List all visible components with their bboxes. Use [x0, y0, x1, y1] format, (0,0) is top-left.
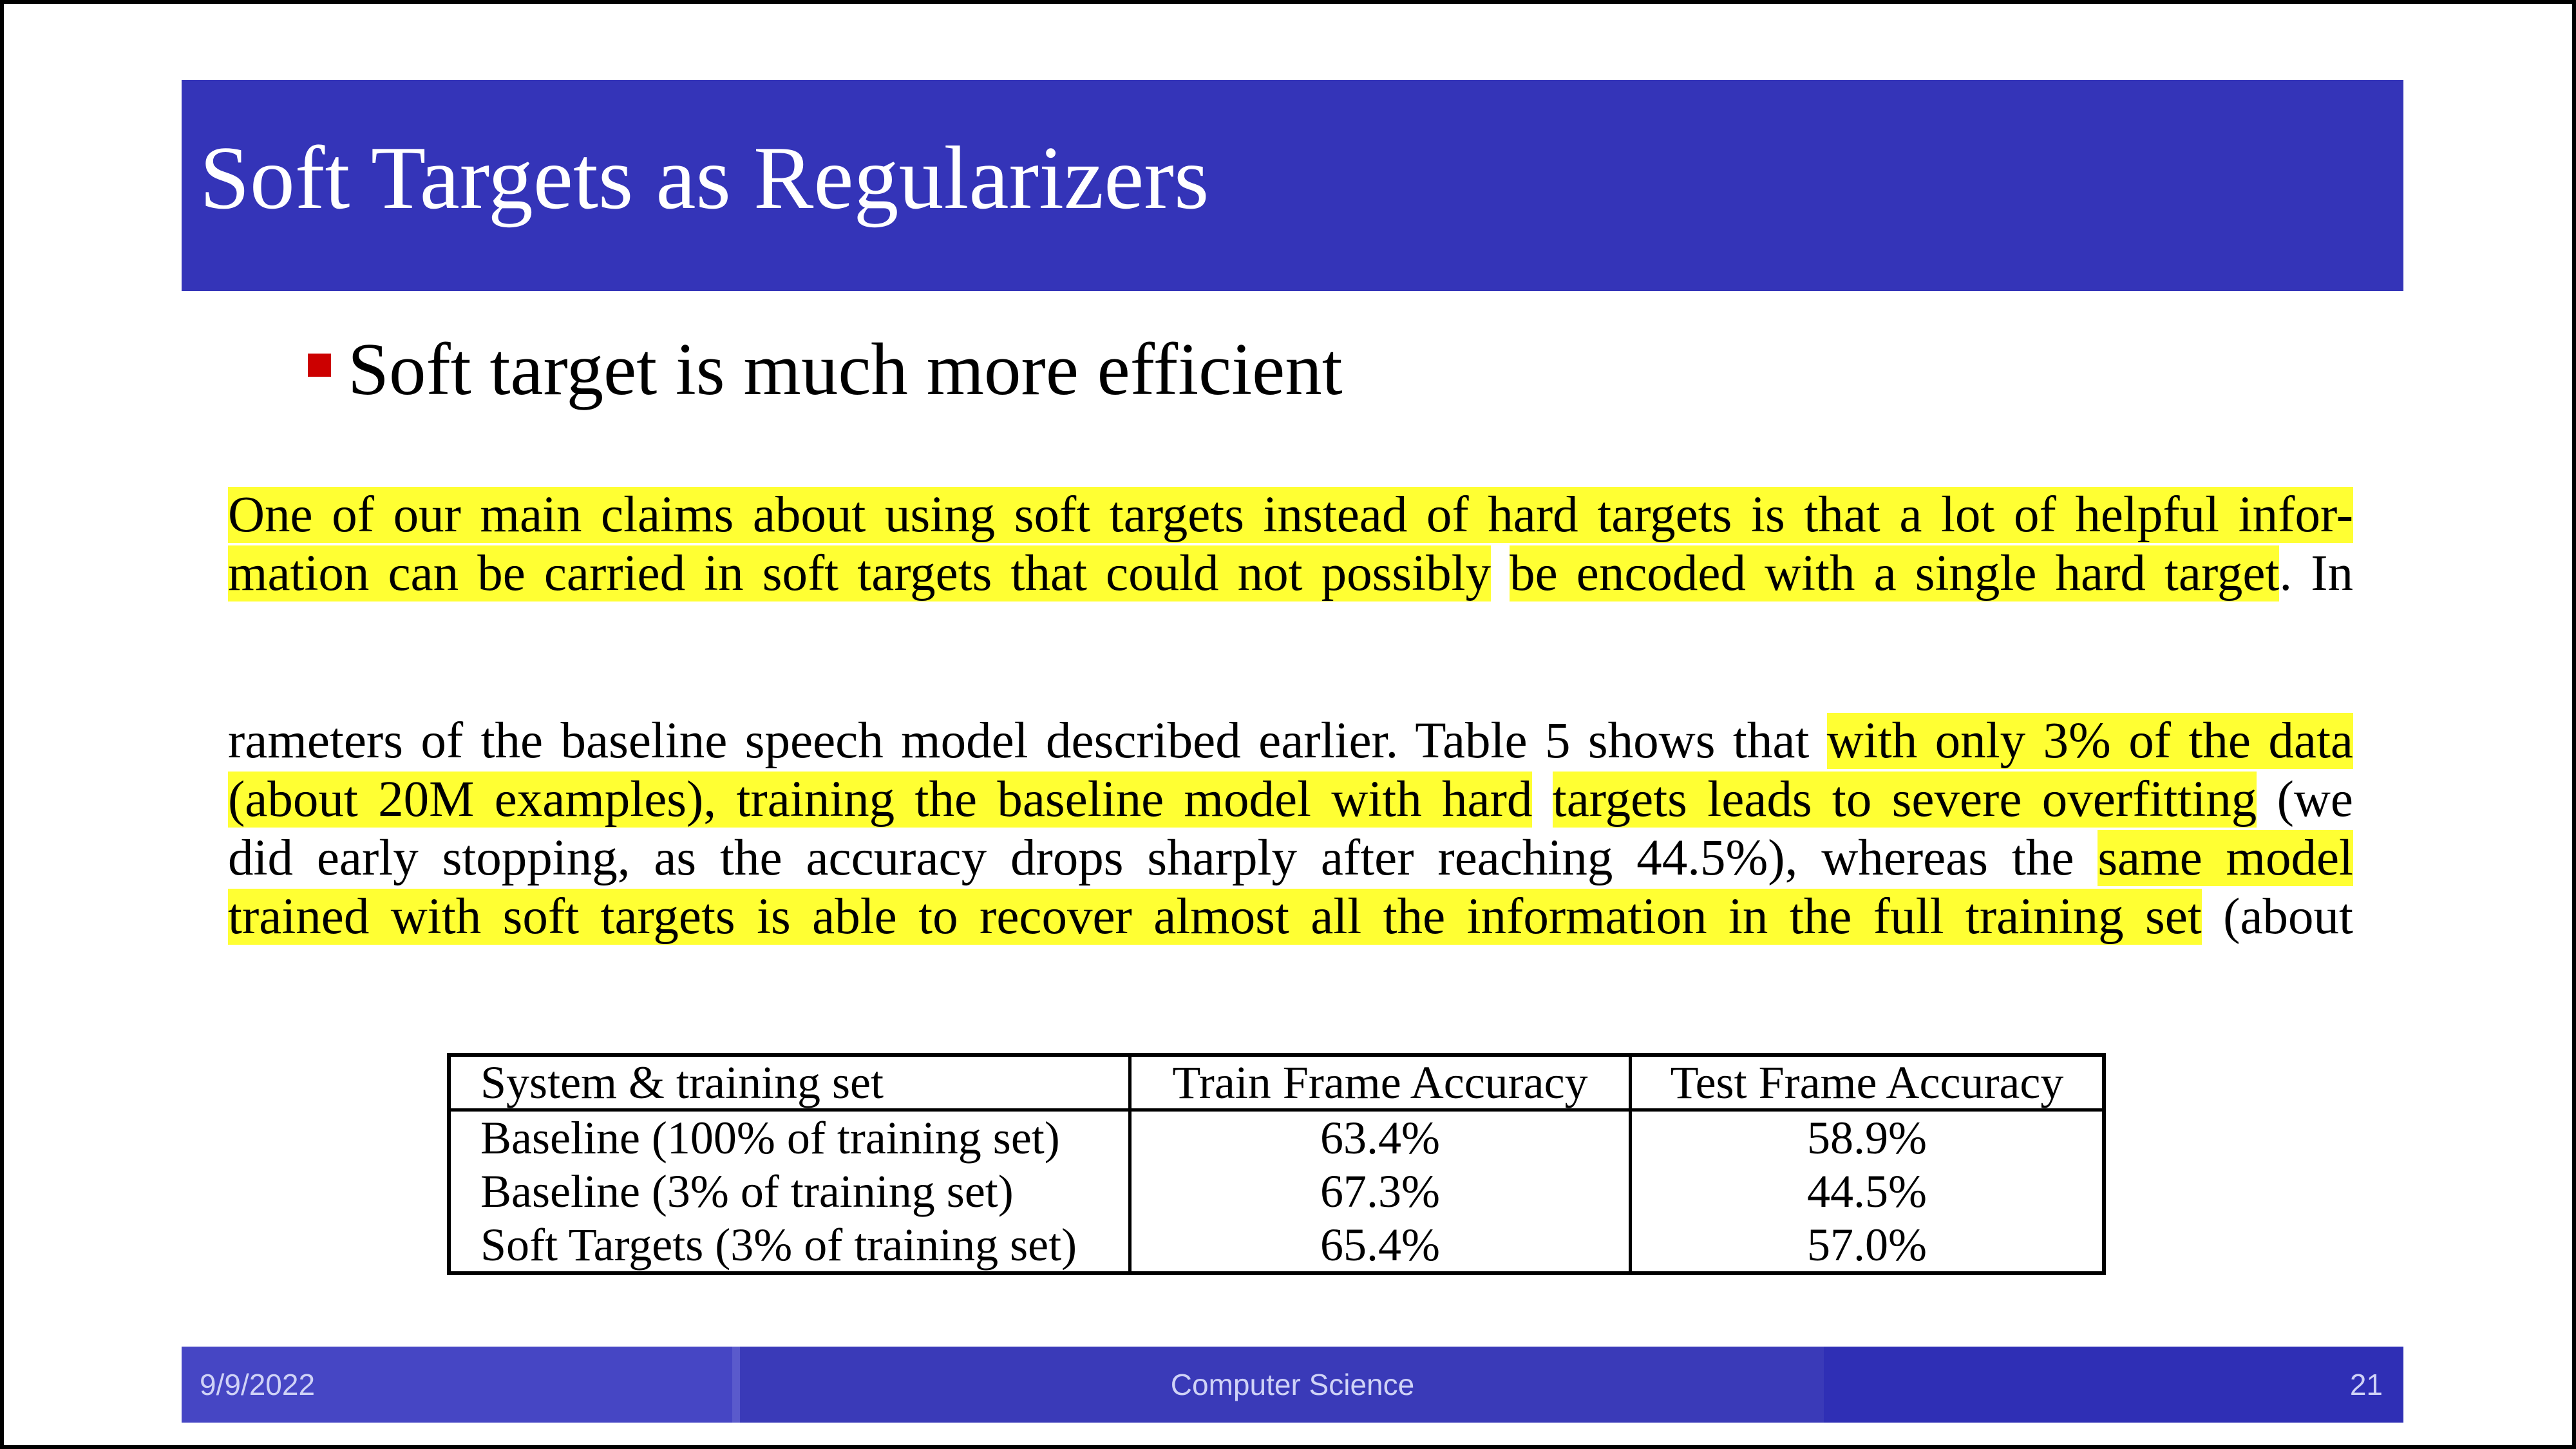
plain-text: rameters of the baseline speech model described earlier. Table 5 shows that: [228, 713, 1827, 769]
paper-excerpt-1: [228, 486, 2353, 603]
table-row: [449, 1110, 2104, 1165]
table-header: System & training set: [449, 1055, 1130, 1110]
table-cell: 44.5%: [1807, 1165, 1927, 1217]
table-header: Train Frame Accuracy: [1130, 1055, 1631, 1110]
highlighted-text: with only 3% of the data: [1826, 713, 2353, 769]
highlighted-text: be encoded with a single hard target: [1510, 545, 2280, 601]
plain-text: (we: [2257, 772, 2353, 828]
paper-excerpt-2: [228, 712, 2353, 946]
highlighted-text: (about 20M examples), training the baseline model with hard: [228, 772, 1533, 828]
table-cell: Soft Targets (3% of training set): [449, 1218, 1130, 1273]
highlighted-text: targets leads to severe overfitting: [1552, 772, 2257, 828]
table-header: Test Frame Accuracy: [1631, 1055, 2105, 1110]
excerpt-line: [228, 829, 2353, 887]
footer-center-text: Computer Science: [1170, 1368, 1415, 1401]
table-cell: Baseline (100% of training set): [449, 1110, 1130, 1165]
table-header-row: [449, 1055, 2104, 1110]
plain-text: (about: [2201, 889, 2353, 945]
slide-footer: [182, 1347, 2403, 1423]
footer-date: 9/9/2022: [200, 1368, 316, 1401]
excerpt-line: [228, 712, 2353, 770]
excerpt-line: [228, 887, 2353, 946]
slide-title: Soft Targets as Regularizers: [200, 128, 1209, 228]
bullet-text: Soft target is much more efficient: [348, 328, 1343, 410]
plain-text: did early stopping, as the accuracy drops sharply after reaching 44.5%), whereas the: [228, 830, 2098, 886]
table-cell: 63.4%: [1130, 1110, 1631, 1165]
excerpt-line: [228, 486, 2353, 544]
highlighted-text: trained with soft targets is able to recover almost all the information in the full training set: [228, 889, 2202, 945]
table-row: [449, 1165, 2104, 1218]
table-cell: 65.4%: [1130, 1218, 1631, 1273]
title-bar: [182, 80, 2403, 291]
table-cell: 67.3%: [1130, 1165, 1631, 1218]
table-cell: 57.0%: [1807, 1218, 1927, 1271]
slide-number: 21: [2349, 1368, 2383, 1401]
bullet-square-icon: [308, 354, 331, 377]
table-row: [449, 1218, 2104, 1273]
excerpt-line: [228, 544, 2353, 603]
highlighted-text: same model: [2098, 830, 2353, 886]
plain-text: . In: [2279, 545, 2353, 601]
table-cell: 58.9%: [1807, 1112, 1927, 1164]
excerpt-line: [228, 770, 2353, 829]
highlighted-text: One of our main claims about using soft targets instead of hard targets is that a lot of helpful infor-: [228, 487, 2353, 543]
highlighted-text: mation can be carried in soft targets that could not possibly: [228, 545, 1492, 601]
results-table: [447, 1053, 2106, 1275]
table-cell: Baseline (3% of training set): [449, 1165, 1130, 1218]
